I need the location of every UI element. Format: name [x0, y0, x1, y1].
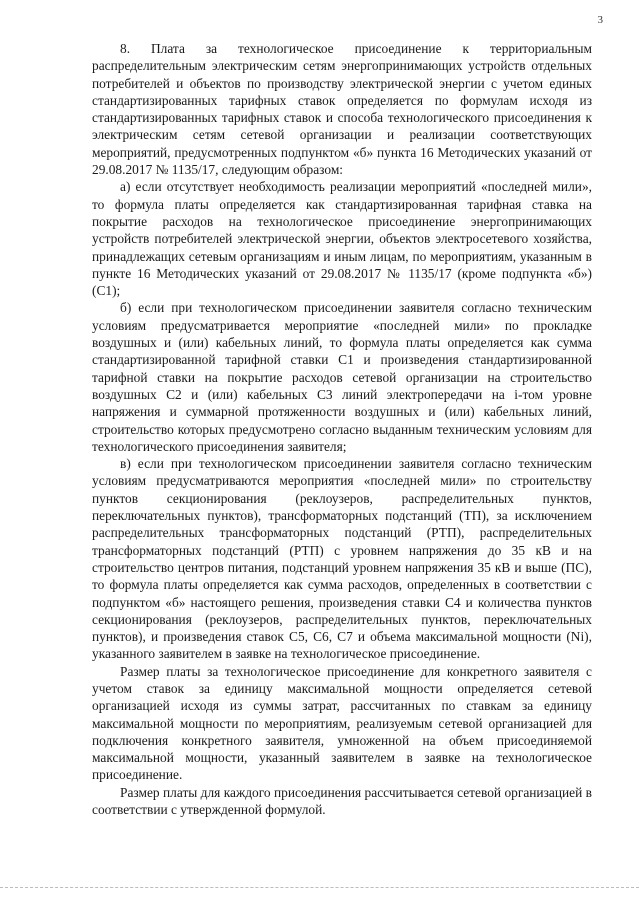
- page-number: 3: [597, 14, 603, 26]
- paragraph-subitem-v: в) если при технологическом присоединении заявителя согласно техническим условиям предусматриваются мероприятия «последней мили» по строительству пунктов секционирования (реклоузеров, распределительных пунктов, переключательных пунктов), трансформаторных подстанций (ТП), за исключением распределительных трансформаторных подстанций (РТП), распределительных трансформаторных подстанций (РТП) с уровнем напряжения до 35 кВ и на строительство центров питания, подстанций уровнем напряжения 35 кВ и выше (ПС), то формула платы определяется как сумма расходов, определенных в соответствии с подпунктом «б» настоящего решения, произведения ставки С4 и количества пунктов секционирования (реклоузеров, распределительных пунктов, переключательных пунктов), и произведения ставок С5, С6, С7 и объема максимальной мощности (Ni), указанного заявителем в заявке на технологическое присоединение.: [92, 456, 592, 662]
- paragraph-8-intro: 8. Плата за технологическое присоединение к территориальным распределительным электрическим сетям энергопринимающих устройств отдельных потребителей и объектов по производству электрической энергии с учетом единых стандартизированных тарифных ставок определяется по формулам исходя из стандартизированных тарифных ставок и способа технологического присоединения к электрическим сетям сетевой организации и реализации соответствующих мероприятий, предусмотренных подпунктом «б» пункта 16 Методических указаний от 29.08.2017 № 1135/17, следующим образом:: [92, 41, 592, 178]
- paragraph-subitem-a: а) если отсутствует необходимость реализации мероприятий «последней мили», то формула платы определяется как стандартизированная тарифная ставка на покрытие расходов на технологическое присоединение энергопринимающих устройств потребителей электрической энергии, объектов электросетевого хозяйства, принадлежащих сетевым организациям и иным лицам, по мероприятиям, указанным в пункте 16 Методических указаний от 29.08.2017 № 1135/17 (кроме подпункта «б») (С1);: [92, 179, 592, 299]
- paragraph-fee-calculation: Размер платы для каждого присоединения рассчитывается сетевой организацией в соответствии с утвержденной формулой.: [92, 784, 592, 818]
- paragraph-subitem-b: б) если при технологическом присоединении заявителя согласно техническим условиям предусматривается мероприятие «последней мили» по прокладке воздушных и (или) кабельных линий, то формула платы определяется как сумма стандартизированной тарифной ставки С1 и произведения стандартизированной тарифной ставки на покрытие расходов сетевой организации на строительство воздушных С2 и (или) кабельных С3 линий электропередачи на i-том уровне напряжения и суммарной протяженности воздушных и (или) кабельных линий, строительство которых предусмотрено согласно выданным техническим условиям для технологического присоединения заявителя;: [92, 300, 592, 454]
- document-body: [92, 40, 592, 818]
- page-bottom-divider: [0, 887, 639, 888]
- paragraph-fee-size: Размер платы за технологическое присоединение для конкретного заявителя с учетом ставок за единицу максимальной мощности определяется сетевой организацией исходя из суммы затрат, рассчитанных по ставкам за единицу максимальной мощности по мероприятиям, реализуемым сетевой организацией для подключения конкретного заявителя, умноженной на объем присоединяемой максимальной мощности, указанный заявителем в заявке на технологическое присоединение.: [92, 663, 592, 783]
